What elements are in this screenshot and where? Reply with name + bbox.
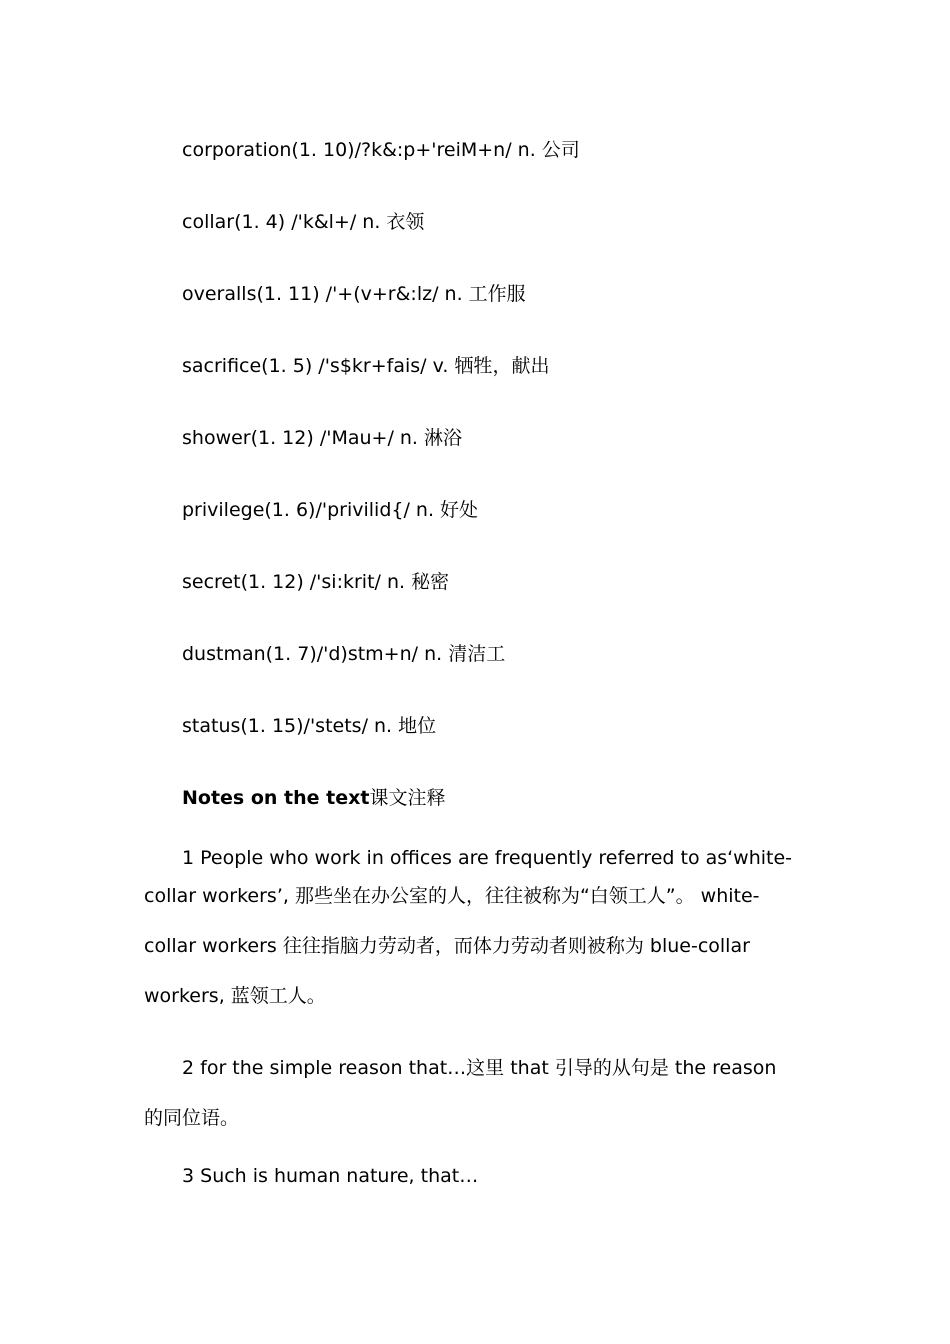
note-1-line-3: collar workers 往往指脑力劳动者，而体力劳动者则被称为 blue-collar bbox=[144, 935, 750, 957]
vocab-entry-secret: secret(1. 12) /'si:krit/ n. 秘密 bbox=[182, 571, 450, 593]
note-1-line-4: workers, 蓝领工人。 bbox=[144, 985, 326, 1007]
vocab-entry-status: status(1. 15)/'stets/ n. 地位 bbox=[182, 715, 437, 737]
note-1-line-2: collar workers’, 那些坐在办公室的人，往往被称为“白领工人”。 white- bbox=[144, 885, 760, 907]
notes-heading-en: Notes on the text bbox=[182, 787, 370, 809]
note-1-line-1: 1 People who work in offices are frequently referred to as‘white- bbox=[182, 847, 793, 869]
vocab-entry-sacrifice: sacrifice(1. 5) /'s$kr+fais/ v. 牺牲，献出 bbox=[182, 355, 550, 377]
vocab-entry-overalls: overalls(1. 11) /'+(v+r&:lz/ n. 工作服 bbox=[182, 283, 526, 305]
vocab-entry-privilege: privilege(1. 6)/'privilid{/ n. 好处 bbox=[182, 499, 479, 521]
note-3-line-1: 3 Such is human nature, that… bbox=[182, 1165, 479, 1187]
vocab-entry-corporation: corporation(1. 10)/?k&:p+'reiM+n/ n. 公司 bbox=[182, 139, 580, 161]
note-2-line-2: 的同位语。 bbox=[144, 1107, 240, 1129]
notes-heading bbox=[182, 786, 445, 810]
vocab-entry-shower: shower(1. 12) /'Mau+/ n. 淋浴 bbox=[182, 427, 462, 449]
notes-heading-zh: 课文注释 bbox=[369, 787, 446, 809]
note-2-line-1: 2 for the simple reason that…这里 that 引导的从句是 the reason bbox=[182, 1057, 777, 1079]
vocab-entry-collar: collar(1. 4) /'k&l+/ n. 衣领 bbox=[182, 211, 425, 233]
vocab-entry-dustman: dustman(1. 7)/'d)stm+n/ n. 清洁工 bbox=[182, 643, 506, 665]
